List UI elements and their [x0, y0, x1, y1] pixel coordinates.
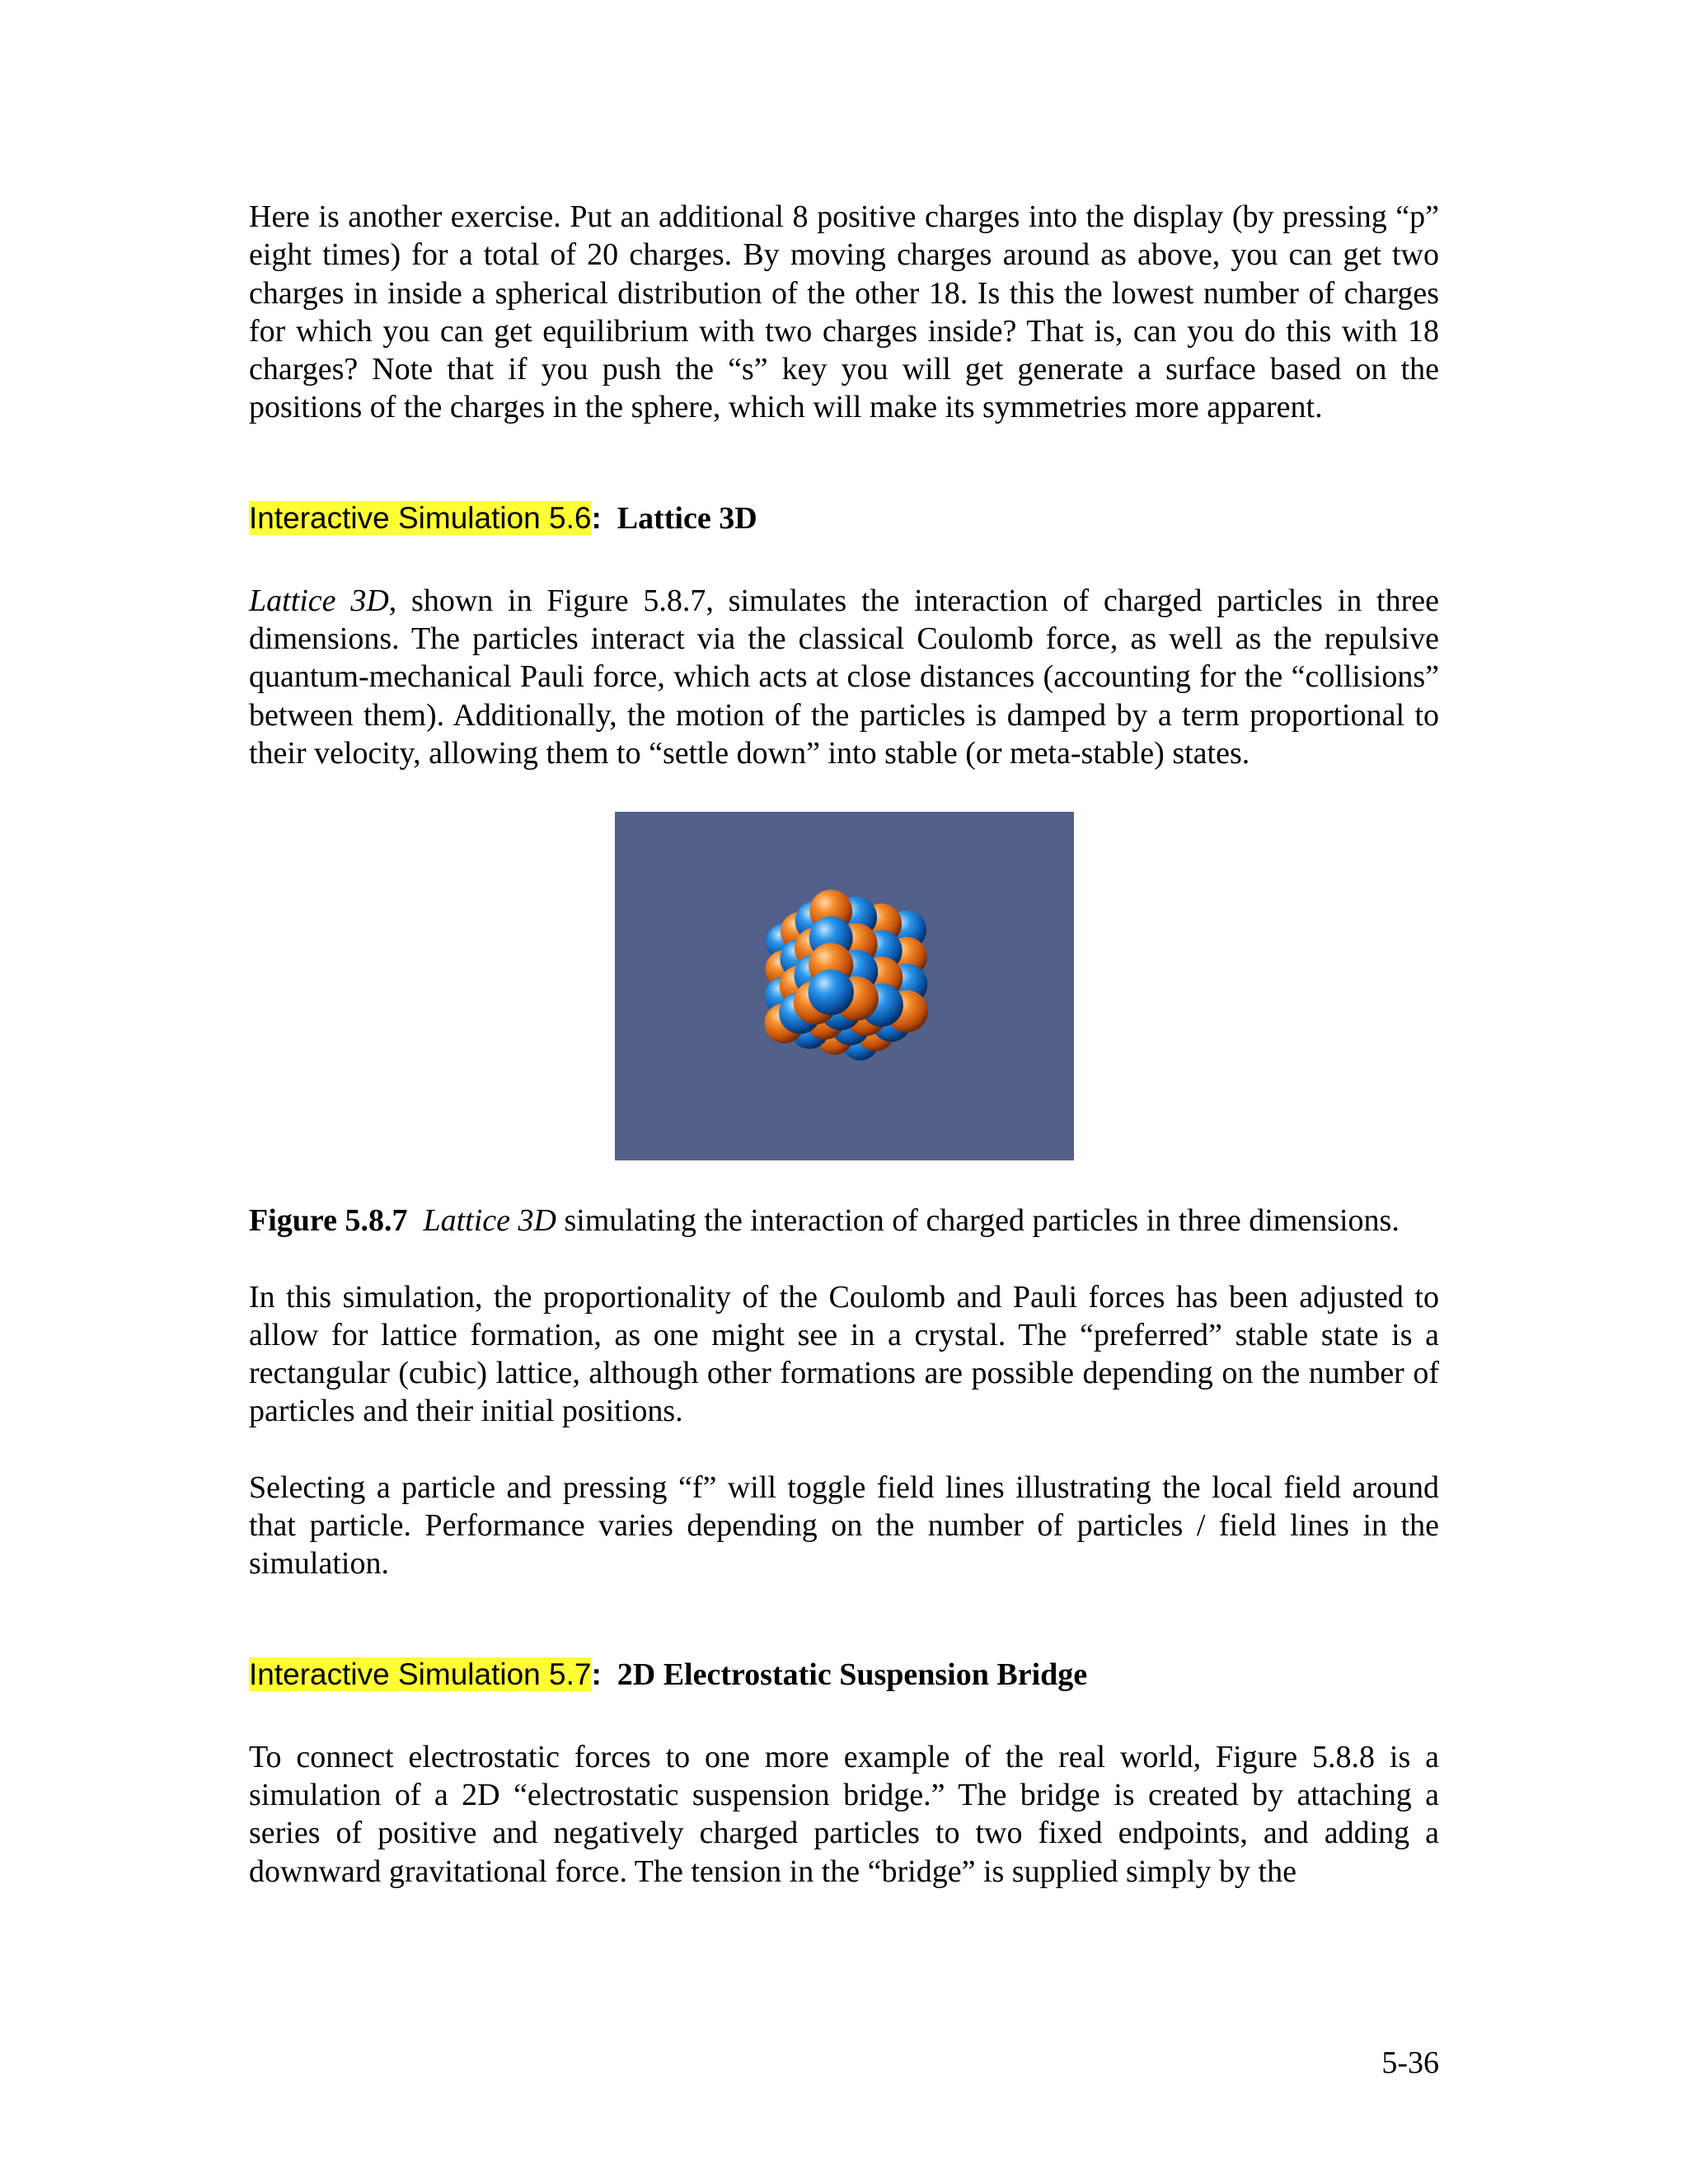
heading-colon: : [591, 500, 602, 535]
lattice-intro-text: , shown in Figure 5.8.7, simulates the interaction of charged particles in three dimensions. The particles interact via the classical Coulomb force, as well as the repulsive quantum-mechanical Pauli force, which acts at close distances (accounting for the “collisions” between them). Additionally, the motion of the particles is damped by a term proportional to their velocity, allowing them to “settle down” into stable (or meta-stable) states. [249, 583, 1439, 771]
heading-sim-5-7 [249, 1656, 1439, 1694]
paragraph-exercise: Here is another exercise. Put an additional 8 positive charges into the display (by pressing “p” eight times) for a total of 20 charges. By moving charges around as above, you can get two charges in inside a spherical distribution of the other 18. Is this the lowest number of charges for which you can get equilibrium with two charges inside? That is, can you do this with 18 charges? Note that if you push the “s” key you will get generate a surface based on the positions of the charges in the sphere, which will make its symmetries more apparent. [249, 199, 1439, 425]
particle-group [764, 890, 927, 1061]
lattice-3d-image [615, 812, 1074, 1160]
sim-5-6-title: Lattice 3D [617, 500, 757, 536]
sim-5-7-link[interactable]: Interactive Simulation 5.7 [249, 1657, 592, 1691]
heading-sim-5-6 [249, 499, 1439, 537]
paragraph-field-lines: Selecting a particle and pressing “f” will toggle field lines illustrating the local field around that particle. Performance varies depending on the number of particles / field lines in the simulation. [249, 1469, 1439, 1582]
paragraph-lattice-intro [249, 582, 1439, 772]
caption-text: simulating the interaction of charged particles in three dimensions. [556, 1203, 1400, 1239]
negative-particle [808, 970, 853, 1015]
figure-caption [249, 1202, 1439, 1240]
page-content [249, 198, 1439, 1891]
sim-5-7-title: 2D Electrostatic Suspension Bridge [617, 1657, 1088, 1692]
lattice-3d-italic: Lattice 3D [249, 583, 389, 618]
paragraph-lattice-formation: In this simulation, the proportionality of the Coulomb and Pauli forces has been adjusted to allow for lattice formation, as one might see in a crystal. The “preferred” stable state is a rectangular (cubic) lattice, although other formations are possible depending on the number of particles and their initial positions. [249, 1279, 1439, 1429]
paragraph-suspension-bridge: To connect electrostatic forces to one more example of the real world, Figure 5.8.8 is a simulation of a 2D “electrostatic suspension bridge.” The bridge is created by attaching a series of positive and negatively charged particles to two fixed endpoints, and adding a downward gravitational force. The tension in the “bridge” is supplied simply by the [249, 1739, 1439, 1889]
caption-figure-number: Figure 5.8.7 [249, 1203, 408, 1239]
heading-colon: : [591, 1657, 602, 1691]
caption-italic: Lattice 3D [423, 1203, 556, 1239]
page-number: 5-36 [1381, 2046, 1439, 2080]
lattice-3d-figure [615, 812, 1074, 1160]
sim-5-6-link[interactable]: Interactive Simulation 5.6 [249, 500, 592, 535]
